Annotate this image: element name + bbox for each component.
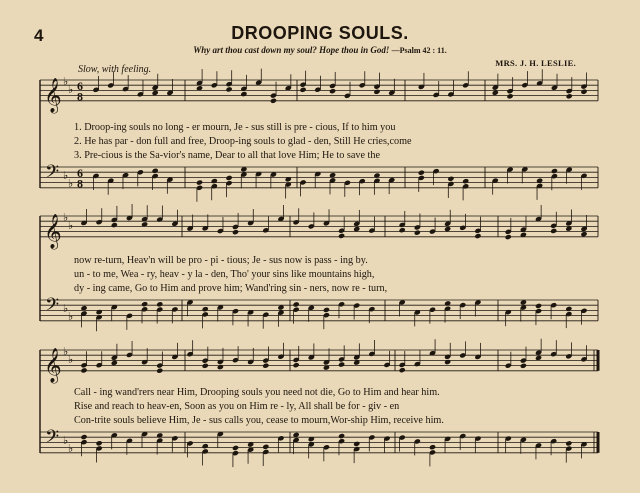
note-head bbox=[580, 89, 587, 95]
note-head bbox=[232, 445, 239, 451]
lyric-line: dy - ing came, Go to Him and prove him; Wand'ring sin - ners, now re - turn, bbox=[74, 283, 388, 294]
flat-sign: ♭ bbox=[63, 76, 69, 88]
lyric-line: Con-trite souls believe Him, Je - sus calls you, cease to mourn,Wor-ship Him, receive him. bbox=[74, 415, 444, 426]
note-head bbox=[141, 301, 148, 307]
composer-credit: MRS. J. H. LESLIE. bbox=[495, 58, 576, 68]
note-head bbox=[399, 367, 406, 373]
note-head bbox=[226, 175, 233, 181]
flat-sign: ♭ bbox=[68, 178, 74, 190]
flat-sign: ♭ bbox=[63, 303, 69, 315]
note-head bbox=[211, 178, 218, 184]
note-head bbox=[111, 222, 118, 228]
note-head bbox=[240, 91, 247, 97]
note-head bbox=[323, 307, 330, 313]
note-head bbox=[444, 226, 451, 232]
note-head bbox=[156, 368, 163, 374]
note-head bbox=[444, 300, 451, 306]
note-head bbox=[80, 434, 87, 440]
flat-sign: ♭ bbox=[63, 170, 69, 182]
lyric-line: 2. He has par - don full and free, Droop-ing souls to glad - den, Still He cries,come bbox=[74, 136, 412, 147]
note-head bbox=[202, 363, 209, 369]
note-head bbox=[550, 228, 557, 234]
page-number: 4 bbox=[34, 26, 44, 45]
lyric-line: un - to me, Wea - ry, heav - y la - den, Tho' your sins like mountains high, bbox=[74, 269, 375, 280]
note-head bbox=[353, 441, 360, 447]
note-head bbox=[338, 233, 345, 239]
time-signature-top: 6 bbox=[77, 79, 83, 93]
note-head bbox=[262, 444, 269, 450]
note-head bbox=[226, 86, 233, 92]
note-head bbox=[551, 168, 558, 174]
bass-clef-icon: 𝄢 bbox=[45, 427, 60, 452]
flat-sign: ♭ bbox=[68, 220, 74, 232]
note-head bbox=[338, 433, 345, 439]
subtitle-text: Why art thou cast down my soul? Hope thou in God! bbox=[193, 45, 390, 55]
note-head bbox=[429, 444, 436, 450]
note-head bbox=[474, 233, 481, 239]
note-head bbox=[444, 359, 451, 365]
treble-clef-icon: 𝄞 bbox=[44, 347, 62, 383]
lyric-line: 1. Droop-ing souls no long - er mourn, Je - sus still is pre - cious, If to him you bbox=[74, 122, 396, 133]
bass-clef-icon: 𝄢 bbox=[45, 295, 60, 320]
note-head bbox=[293, 362, 300, 368]
note-head bbox=[505, 234, 512, 240]
time-signature-bottom: 8 bbox=[77, 89, 83, 104]
note-head bbox=[262, 363, 269, 369]
note-head bbox=[217, 364, 224, 370]
note-head bbox=[338, 361, 345, 367]
hymn-subtitle bbox=[0, 45, 640, 55]
time-signature-top: 6 bbox=[77, 166, 83, 180]
flat-sign: ♭ bbox=[63, 346, 69, 358]
note-head bbox=[329, 88, 336, 94]
time-signature-bottom: 8 bbox=[77, 176, 83, 191]
note-head bbox=[96, 440, 103, 446]
note-head bbox=[565, 306, 572, 312]
lyric-line: 3. Pre-cious is the Sa-vior's name, Dear to all that love Him; He to save the bbox=[74, 150, 380, 161]
note-head bbox=[399, 227, 406, 233]
note-head bbox=[202, 306, 209, 312]
lyric-line: Call - ing wand'rers near Him, Drooping souls you need not die, Go to Him and hear him. bbox=[74, 387, 440, 398]
note-head bbox=[80, 367, 87, 373]
note-head bbox=[462, 178, 469, 184]
note-head bbox=[111, 360, 118, 366]
flat-sign: ♭ bbox=[68, 354, 74, 366]
lyric-line: now re-turn, Heav'n will be pro - pi - tious; Je - sus now is pass - ing by. bbox=[74, 255, 368, 266]
bass-clef-icon: 𝄢 bbox=[45, 162, 60, 187]
note-head bbox=[535, 303, 542, 309]
note-head bbox=[566, 93, 573, 99]
note-head bbox=[414, 230, 421, 236]
scripture-reference: —Psalm 42 : 11. bbox=[391, 46, 447, 55]
note-head bbox=[373, 89, 380, 95]
note-head bbox=[232, 229, 239, 235]
flat-sign: ♭ bbox=[63, 435, 69, 447]
note-head bbox=[293, 301, 300, 307]
note-head bbox=[447, 176, 454, 182]
tempo-marking: Slow, with feeling. bbox=[78, 64, 152, 75]
note-head bbox=[506, 93, 513, 99]
note-head bbox=[202, 443, 209, 449]
hymn-title: DROOPING SOULS. bbox=[231, 23, 409, 43]
note-head bbox=[565, 440, 572, 446]
note-head bbox=[520, 363, 527, 369]
treble-clef-icon: 𝄞 bbox=[44, 213, 62, 249]
note-head bbox=[299, 87, 306, 93]
flat-sign: ♭ bbox=[68, 311, 74, 323]
note-head bbox=[96, 309, 103, 315]
note-head bbox=[196, 179, 203, 185]
flat-sign: ♭ bbox=[68, 443, 74, 455]
note-head bbox=[270, 98, 277, 104]
note-head bbox=[156, 301, 163, 307]
note-head bbox=[418, 170, 425, 176]
lyric-line: Rise and reach to heav-en, Soon as you on Him re - ly, All shall be for - giv - en bbox=[74, 401, 400, 412]
flat-sign: ♭ bbox=[68, 84, 74, 96]
flat-sign: ♭ bbox=[63, 212, 69, 224]
treble-clef-icon: 𝄞 bbox=[44, 77, 62, 113]
note-head bbox=[152, 168, 159, 174]
